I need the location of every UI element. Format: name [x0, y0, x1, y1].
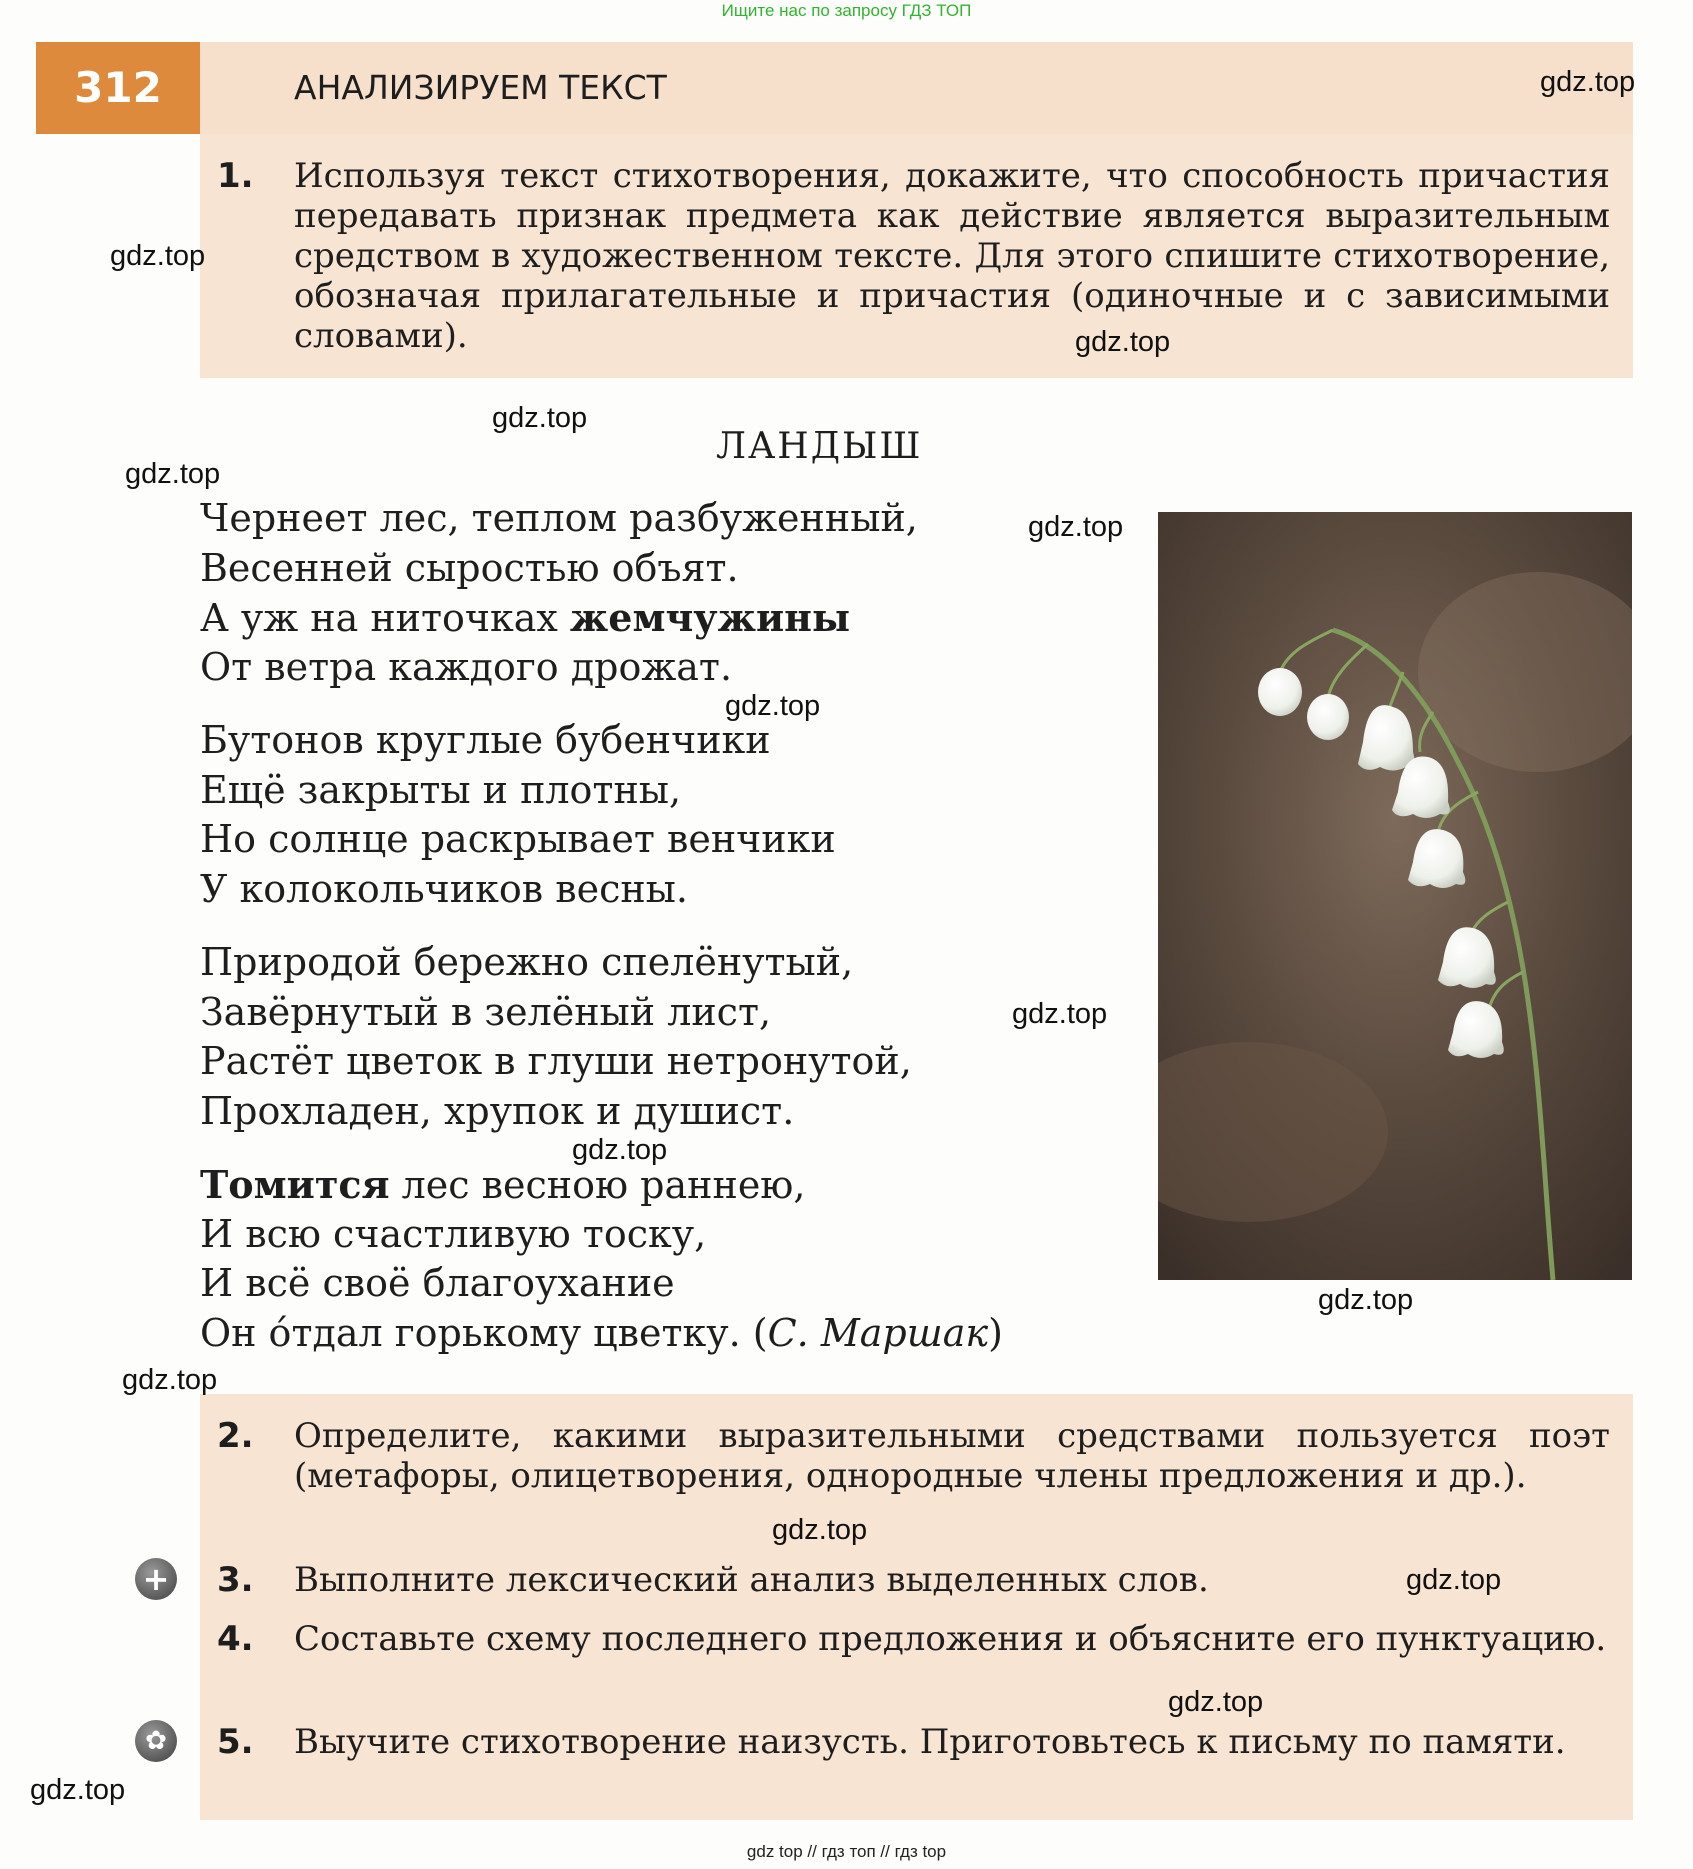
poem-line: Бутонов круглые бубенчики — [200, 718, 771, 762]
exercise-header — [36, 42, 1636, 134]
poem-line — [200, 1160, 1003, 1210]
poem-line — [200, 593, 918, 643]
task1-text: Используя текст стихотворения, докажите, что способность причастия передавать признак предмета как действие является выразительным средством в художественном тексте. Для этого спишите стихотворение, обозначая прилагательные и причастия (одиночные и с зависимыми словами). — [294, 156, 1610, 356]
watermark: gdz.top — [1318, 1284, 1414, 1316]
poem-line-text: лес весною раннею, — [389, 1163, 806, 1207]
poem-line: Прохладен, хрупок и душист. — [200, 1088, 795, 1133]
task5-number: 5. — [217, 1722, 254, 1762]
task4-number: 4. — [217, 1619, 254, 1659]
poem-line: От ветра каждого дрожат. — [200, 644, 733, 689]
watermark: gdz.top — [1012, 998, 1108, 1030]
poem-line: Чернеет лес, теплом разбуженный, — [200, 496, 918, 540]
flower-icon: ✿ — [135, 1720, 177, 1762]
bottom-banner: gdz top // гдз топ // гдз top — [746, 1842, 947, 1861]
watermark: gdz.top — [1406, 1564, 1502, 1596]
watermark: gdz.top — [1540, 66, 1636, 98]
watermark: gdz.top — [110, 240, 206, 272]
watermark: gdz.top — [492, 402, 588, 434]
task1-number: 1. — [217, 156, 254, 196]
poem-line: Но солнце раскрывает венчики — [200, 817, 836, 861]
top-banner: Ищите нас по запросу ГДЗ ТОП — [721, 1, 972, 20]
task2-number: 2. — [217, 1416, 254, 1456]
lily-of-the-valley-photo — [1158, 512, 1632, 1280]
poem-title: ЛАНДЫШ — [716, 426, 923, 467]
poem-stanza-1 — [200, 494, 918, 692]
task4-text: Составьте схему последнего предложения и объясните его пунктуацию. — [294, 1619, 1607, 1659]
poem-line — [200, 1309, 1003, 1359]
exercise-number: 312 — [36, 42, 200, 134]
poem-stanza-2 — [200, 716, 836, 914]
watermark: gdz.top — [125, 458, 221, 490]
task5-text: Выучите стихотворение наизусть. Приготовьтесь к письму по памяти. — [294, 1722, 1566, 1762]
poem-author: С. Маршак — [767, 1310, 989, 1355]
poem-line: Природой бережно спелёнутый, — [200, 940, 854, 984]
poem-line: Завёрнутый в зелёный лист, — [200, 989, 772, 1034]
plus-icon: + — [135, 1558, 177, 1600]
poem-line: Ещё закрыты и плотны, — [200, 767, 682, 812]
watermark: gdz.top — [1075, 326, 1171, 358]
watermark: gdz.top — [725, 690, 821, 722]
highlighted-word: Томится — [200, 1162, 390, 1207]
task3-number: 3. — [217, 1560, 254, 1600]
watermark: gdz.top — [1028, 511, 1124, 543]
watermark: gdz.top — [122, 1364, 218, 1396]
poem-line: И всю счастливую тоску, — [200, 1211, 707, 1256]
exercise-title: АНАЛИЗИРУЕМ ТЕКСТ — [200, 42, 1633, 134]
poem-line: И всё своё благоухание — [200, 1261, 675, 1305]
highlighted-word: жемчужины — [569, 595, 851, 640]
poem-line: Растёт цветок в глуши нетронутой, — [200, 1039, 912, 1083]
watermark: gdz.top — [572, 1134, 668, 1166]
poem-line-text: ) — [988, 1310, 1003, 1355]
poem-stanza-4 — [200, 1160, 1003, 1358]
watermark: gdz.top — [30, 1774, 126, 1806]
watermark: gdz.top — [772, 1514, 868, 1546]
poem-line-text: А уж на ниточках — [200, 596, 570, 640]
task3-text: Выполните лексический анализ выделенных слов. — [294, 1560, 1209, 1600]
watermark: gdz.top — [1168, 1686, 1264, 1718]
task2-text: Определите, какими выразительными средствами пользуется поэт (метафоры, олицетворения, однородные члены предложения и др.). — [294, 1416, 1610, 1496]
poem-line: У колокольчиков весны. — [200, 866, 689, 911]
poem-stanza-3 — [200, 938, 912, 1136]
poem-line-text: Он о́тдал горькому цветку. ( — [200, 1310, 768, 1355]
poem-line: Весенней сыростью объят. — [200, 545, 739, 590]
